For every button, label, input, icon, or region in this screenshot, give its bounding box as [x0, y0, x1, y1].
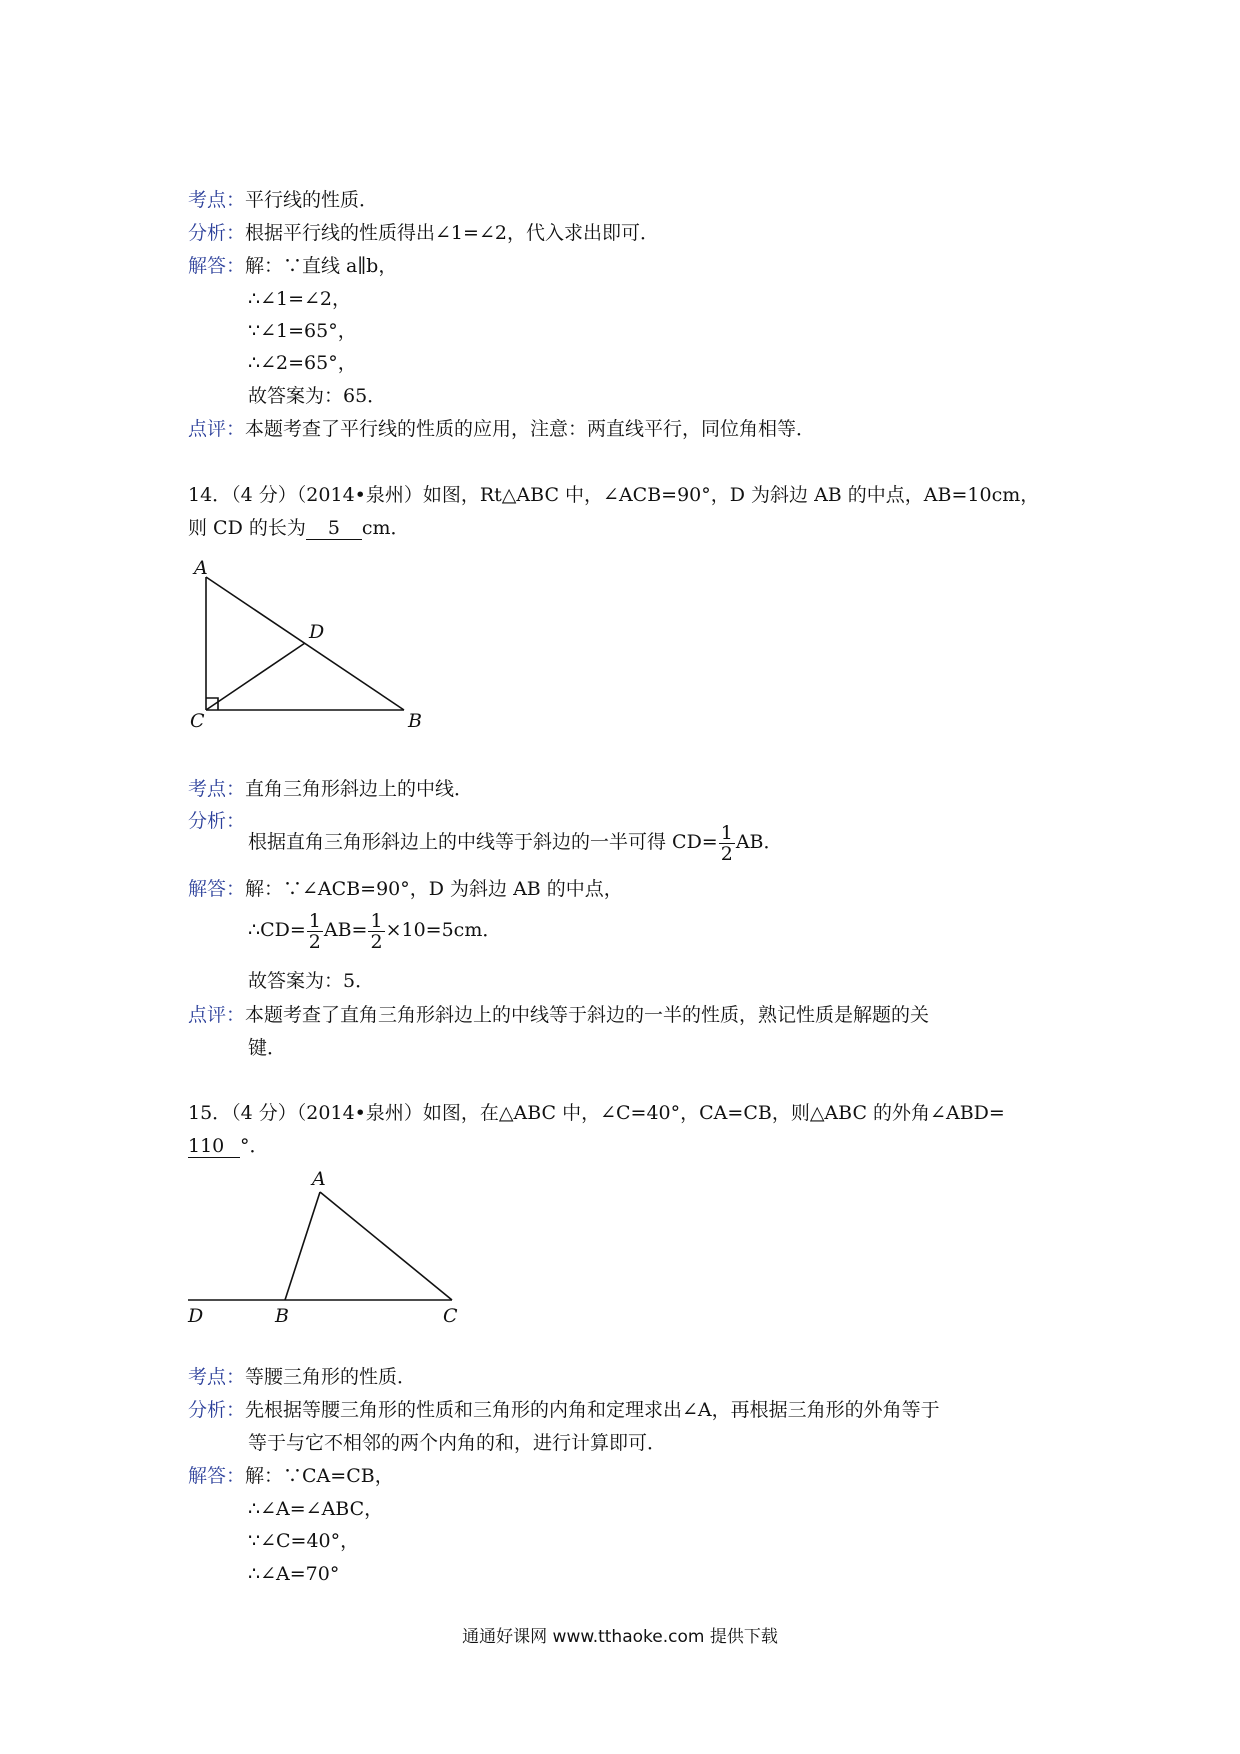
fraction-one-half: [719, 823, 735, 864]
q13-jieda: [188, 253, 397, 279]
q14-stem-prefix: 则 CD 的长为: [188, 517, 306, 539]
q14-fenxi-text: 根据直角三角形斜边上的中线等于斜边的一半可得 CD=: [248, 831, 718, 853]
q15-step: ∴∠A=70°: [248, 1563, 340, 1585]
q13-kaodian: [188, 187, 378, 213]
q14-stem-suffix: cm．: [361, 517, 410, 539]
q15-fenxi: [188, 1397, 940, 1423]
q14-fenxi-suffix: AB．: [735, 831, 783, 853]
q15-kaodian: [188, 1364, 416, 1390]
q14-fenxi: [248, 818, 783, 866]
jieda-label: 解答：: [188, 1465, 246, 1487]
q14-fenxi-label-line: [188, 808, 245, 834]
label-A: A: [312, 1168, 326, 1190]
fraction-denominator: 2: [308, 930, 321, 953]
fraction-one-half: [368, 911, 384, 952]
fraction-one-half: [307, 911, 323, 952]
q15-kaodian-text: 等腰三角形的性质．: [245, 1366, 417, 1388]
fenxi-label: 分析：: [188, 1399, 246, 1421]
q14-dianping: [188, 1002, 929, 1028]
q13-kaodian-text: 平行线的性质．: [245, 189, 379, 211]
jieda-label: 解答：: [188, 878, 246, 900]
fraction-numerator: 1: [370, 909, 383, 932]
kaodian-label: 考点：: [188, 1366, 246, 1388]
q14-jieda: [188, 876, 623, 902]
q14-kaodian-text: 直角三角形斜边上的中线．: [245, 778, 474, 800]
kaodian-label: 考点：: [188, 189, 246, 211]
jieda-label: 解答：: [188, 255, 246, 277]
label-D: D: [188, 1305, 204, 1327]
dianping-label: 点评：: [188, 1004, 246, 1026]
q13-fenxi-text: 根据平行线的性质得出∠1=∠2，代入求出即可．: [245, 222, 659, 244]
dianping-label: 点评：: [188, 418, 246, 440]
q14-step2-mid: AB=: [323, 919, 368, 941]
q15-fenxi-text: 先根据等腰三角形的性质和三角形的内角和定理求出∠A，再根据三角形的外角等于: [245, 1399, 940, 1421]
q13-dianping-text: 本题考查了平行线的性质的应用，注意：两直线平行，同位角相等．: [245, 418, 816, 440]
q14-step: 解：∵∠ACB=90°，D 为斜边 AB 的中点，: [245, 878, 623, 900]
q15-fenxi-cont: 等于与它不相邻的两个内角的和，进行计算即可．: [248, 1432, 667, 1454]
q15-step: ∵∠C=40°，: [248, 1530, 360, 1552]
q13-step: 解：∵直线 a∥b，: [245, 255, 398, 277]
fraction-denominator: 2: [720, 842, 733, 865]
label-A: A: [194, 557, 208, 579]
q15-stem-line2: [188, 1133, 269, 1159]
fraction-numerator: 1: [308, 909, 321, 932]
fenxi-label: 分析：: [188, 810, 246, 832]
q13-fenxi: [188, 220, 659, 246]
label-D: D: [309, 621, 325, 643]
kaodian-label: 考点：: [188, 778, 246, 800]
q14-answer-blank: 5: [306, 517, 362, 540]
q15-step: ∴∠A=∠ABC，: [248, 1498, 384, 1520]
q14-stem-line1: 14．（4 分）（2014•泉州）如图，Rt△ABC 中，∠ACB=90°，D 为斜边 AB 的中点，AB=10cm，: [188, 484, 1040, 506]
q14-step-fraction: [248, 906, 501, 954]
segment-AB: [285, 1192, 320, 1300]
q15-stem-suffix: °．: [240, 1135, 269, 1157]
fraction-numerator: 1: [720, 821, 733, 844]
q14-kaodian: [188, 776, 473, 802]
q15-jieda: [188, 1463, 394, 1489]
q14-step2-prefix: ∴CD=: [248, 919, 306, 941]
fraction-denominator: 2: [370, 930, 383, 953]
q13-dianping: [188, 416, 815, 442]
label-C: C: [190, 710, 205, 732]
q15-step: 解：∵CA=CB，: [245, 1465, 394, 1487]
q14-step: 故答案为：5．: [248, 970, 375, 992]
q13-step: 故答案为：65．: [248, 385, 387, 407]
segment-CD: [206, 643, 305, 710]
q14-stem-line2: [188, 515, 410, 541]
label-C: C: [443, 1305, 458, 1327]
q13-step: ∴∠2=65°，: [248, 352, 357, 374]
segment-AC: [320, 1192, 452, 1300]
label-B: B: [275, 1305, 289, 1327]
q14-dianping-cont: 键．: [248, 1037, 287, 1059]
label-B: B: [408, 710, 422, 732]
q15-figure: [180, 1165, 480, 1325]
page-footer: 通通好课网 www.tthaoke.com 提供下载: [462, 1627, 778, 1647]
q13-step: ∴∠1=∠2，: [248, 288, 352, 310]
q14-dianping-text: 本题考查了直角三角形斜边上的中线等于斜边的一半的性质，熟记性质是解题的关: [245, 1004, 930, 1026]
q14-figure: [180, 555, 440, 730]
q15-answer-blank: 110: [188, 1135, 240, 1158]
q14-step2-suffix: ×10=5cm．: [385, 919, 502, 941]
fenxi-label: 分析：: [188, 222, 246, 244]
q15-stem-line1: 15．（4 分）（2014•泉州）如图，在△ABC 中，∠C=40°，CA=CB，则△ABC 的外角∠ABD=: [188, 1102, 1005, 1124]
q13-step: ∵∠1=65°，: [248, 320, 357, 342]
